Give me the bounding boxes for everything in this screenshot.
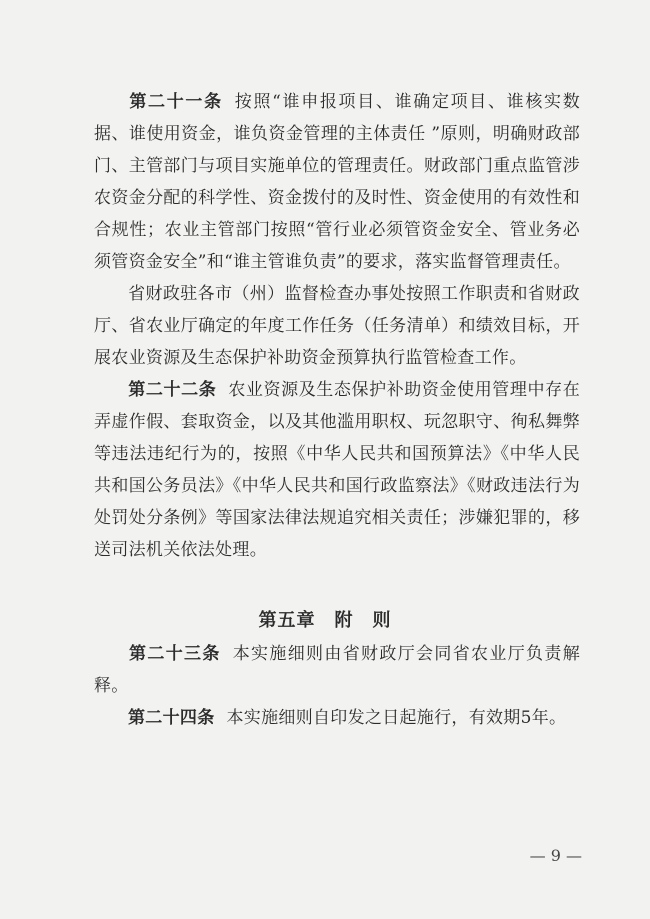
article-24-body: 本实施细则自印发之日起施行，有效期5年。 [226,708,567,728]
article-22 [94,374,580,566]
article-24 [94,702,580,734]
page-number: — 9 — [529,846,582,865]
article-21-body: 按照“谁申报项目、谁确定项目、谁核实数据、谁使用资金，谁负资金管理的主体责任 ”原则，明确财政部门、主管部门与项目实施单位的管理责任。财政部门重点监管涉农资金分配的科学性、资金拨付的及时性、资金使用的有效性和合规性；农业主管部门按照“管行业必须管资金安全、管业务必须管资金安全”和“谁主管谁负责”的要求，落实监督管理责任。 [94,92,581,272]
article-24-title: 第二十四条 [128,708,215,728]
supervision-paragraph [94,278,580,374]
article-21-title: 第二十一条 [128,92,223,112]
article-22-body: 农业资源及生态保护补助资金使用管理中存在弄虚作假、套取资金，以及其他滥用职权、玩忽职守、徇私舞弊等违法违纪行为的，按照《中华人民共和国预算法》《中华人民共和国公务员法》《中华人民共和国行政监察法》《财政违法行为处罚处分条例》等国家法律法规追究相关责任；涉嫌犯罪的，移送司法机关依法处理。 [94,380,581,560]
article-23 [94,638,580,702]
article-21 [94,86,580,278]
article-23-title: 第二十三条 [128,644,221,664]
supervision-paragraph-text: 省财政驻各市（州）监督检查办事处按照工作职责和省财政厅、省农业厅确定的年度工作任务（任务清单）和绩效目标，开展农业资源及生态保护补助资金预算执行监管检查工作。 [94,284,580,368]
article-22-title: 第二十二条 [128,380,217,400]
article-23-body: 本实施细则由省财政厅会同省农业厅负责解释。 [94,644,580,696]
chapter-5-heading: 第五章 附 则 [258,610,392,631]
